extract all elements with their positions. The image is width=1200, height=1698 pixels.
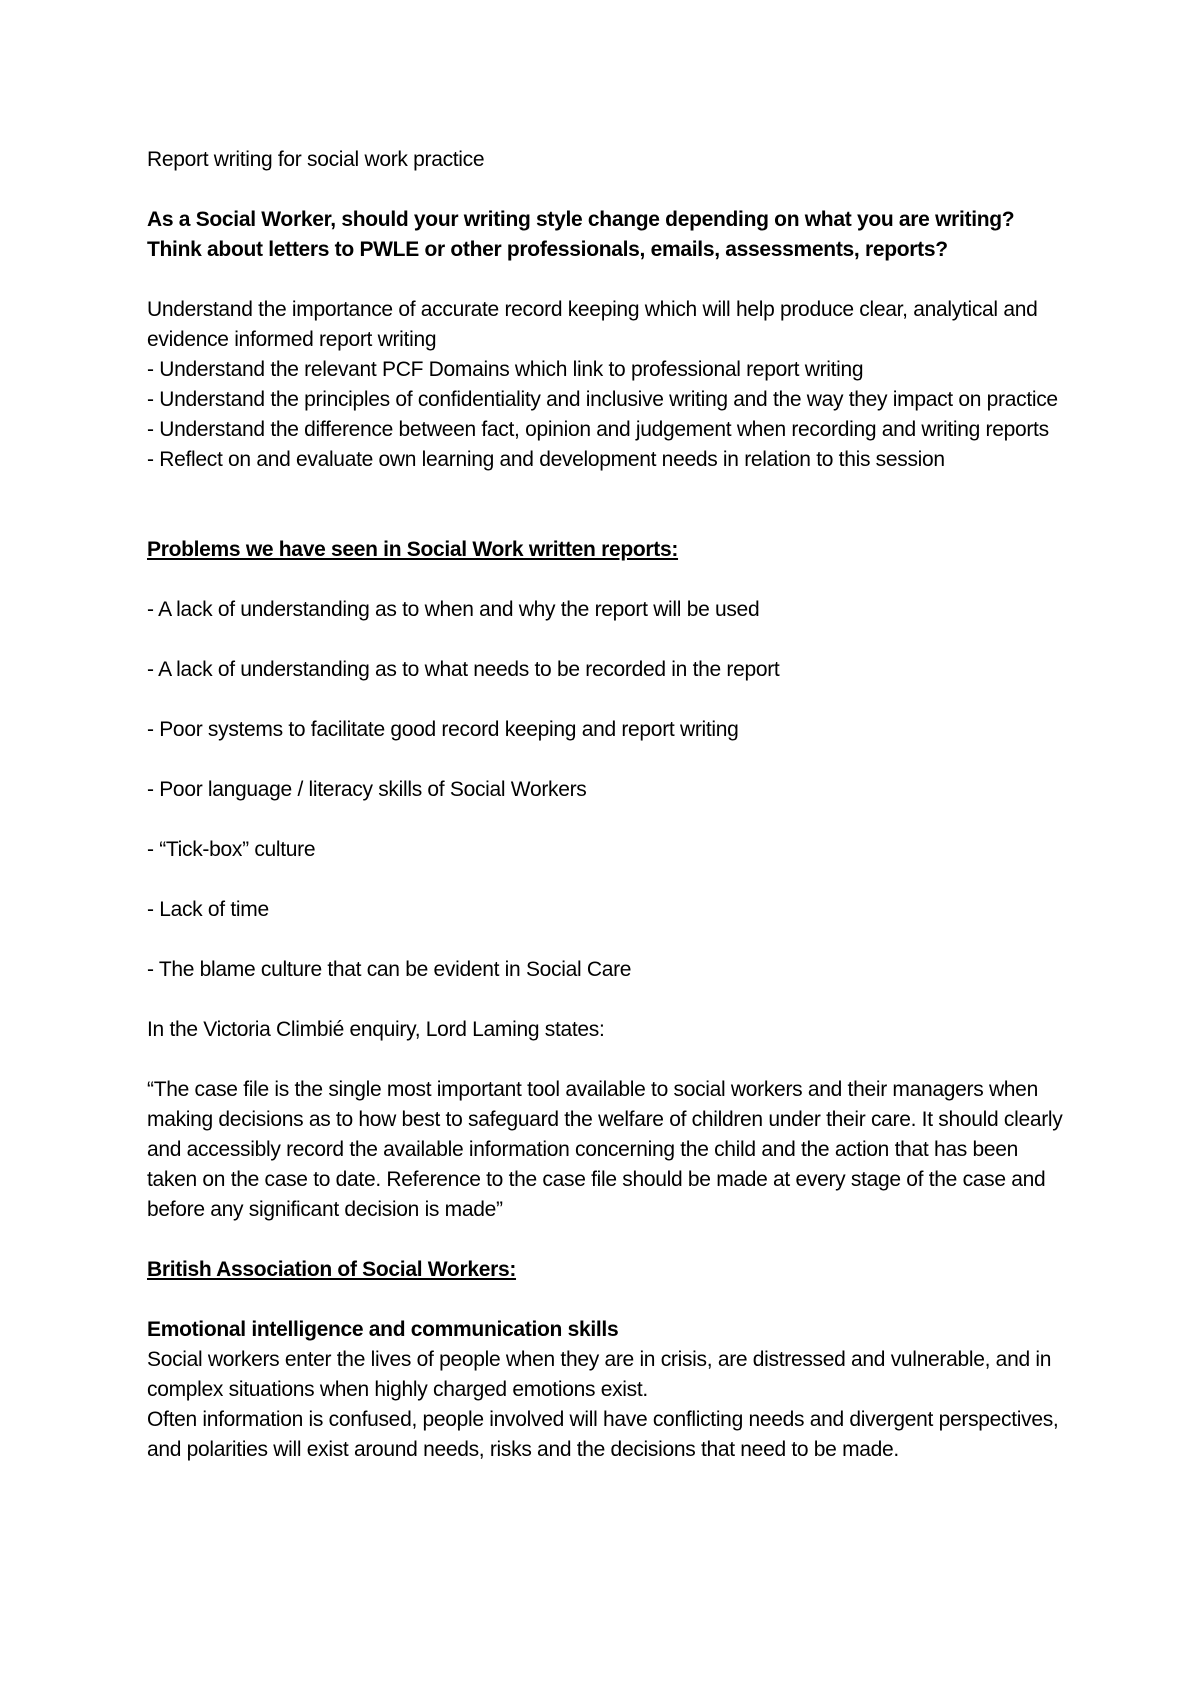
objective-item: - Understand the relevant PCF Domains which link to professional report writing	[147, 358, 864, 381]
problem-item: - Lack of time	[147, 898, 269, 921]
basw-heading: British Association of Social Workers:	[147, 1258, 517, 1281]
objective-item: - Understand the principles of confidentiality and inclusive writing and the way they impact on practice	[147, 388, 1058, 411]
objective-item: - Reflect on and evaluate own learning and development needs in relation to this session	[147, 448, 945, 471]
question-line-1: As a Social Worker, should your writing style change depending on what you are writing?	[147, 208, 1015, 231]
problem-item: - Poor systems to facilitate good record keeping and report writing	[147, 718, 739, 741]
ei-paragraph: Social workers enter the lives of people when they are in crisis, are distressed and vulnerable, and in complex situations when highly charged emotions exist.	[147, 1348, 1052, 1401]
document-title: Report writing for social work practice	[147, 148, 485, 171]
problem-item: - The blame culture that can be evident in Social Care	[147, 958, 632, 981]
document-page	[147, 145, 1067, 1465]
problem-item: - A lack of understanding as to when and why the report will be used	[147, 598, 760, 621]
problem-item: - “Tick-box” culture	[147, 838, 316, 861]
problems-heading: Problems we have seen in Social Work written reports:	[147, 538, 679, 561]
objectives-intro: Understand the importance of accurate record keeping which will help produce clear, analytical and evidence informed report writing	[147, 298, 1038, 351]
ei-heading: Emotional intelligence and communication skills	[147, 1318, 619, 1341]
objective-item: - Understand the difference between fact, opinion and judgement when recording and writing reports	[147, 418, 1049, 441]
question-line-2: Think about letters to PWLE or other professionals, emails, assessments, reports?	[147, 238, 948, 261]
problem-item: - A lack of understanding as to what needs to be recorded in the report	[147, 658, 780, 681]
problem-item: - Poor language / literacy skills of Social Workers	[147, 778, 587, 801]
problems-list	[147, 595, 1067, 985]
laming-quote: “The case file is the single most important tool available to social workers and their managers when making decisions as to how best to safeguard the welfare of children under their care. It should clearly and accessibly record the available information concerning the child and the action that has been taken on the case to date. Reference to the case file should be made at every stage of the case and before any significant decision is made”	[147, 1078, 1063, 1221]
laming-intro: In the Victoria Climbié enquiry, Lord Laming states:	[147, 1018, 605, 1041]
ei-paragraph: Often information is confused, people involved will have conflicting needs and divergent perspectives, and polarities will exist around needs, risks and the decisions that need to be made.	[147, 1408, 1059, 1461]
